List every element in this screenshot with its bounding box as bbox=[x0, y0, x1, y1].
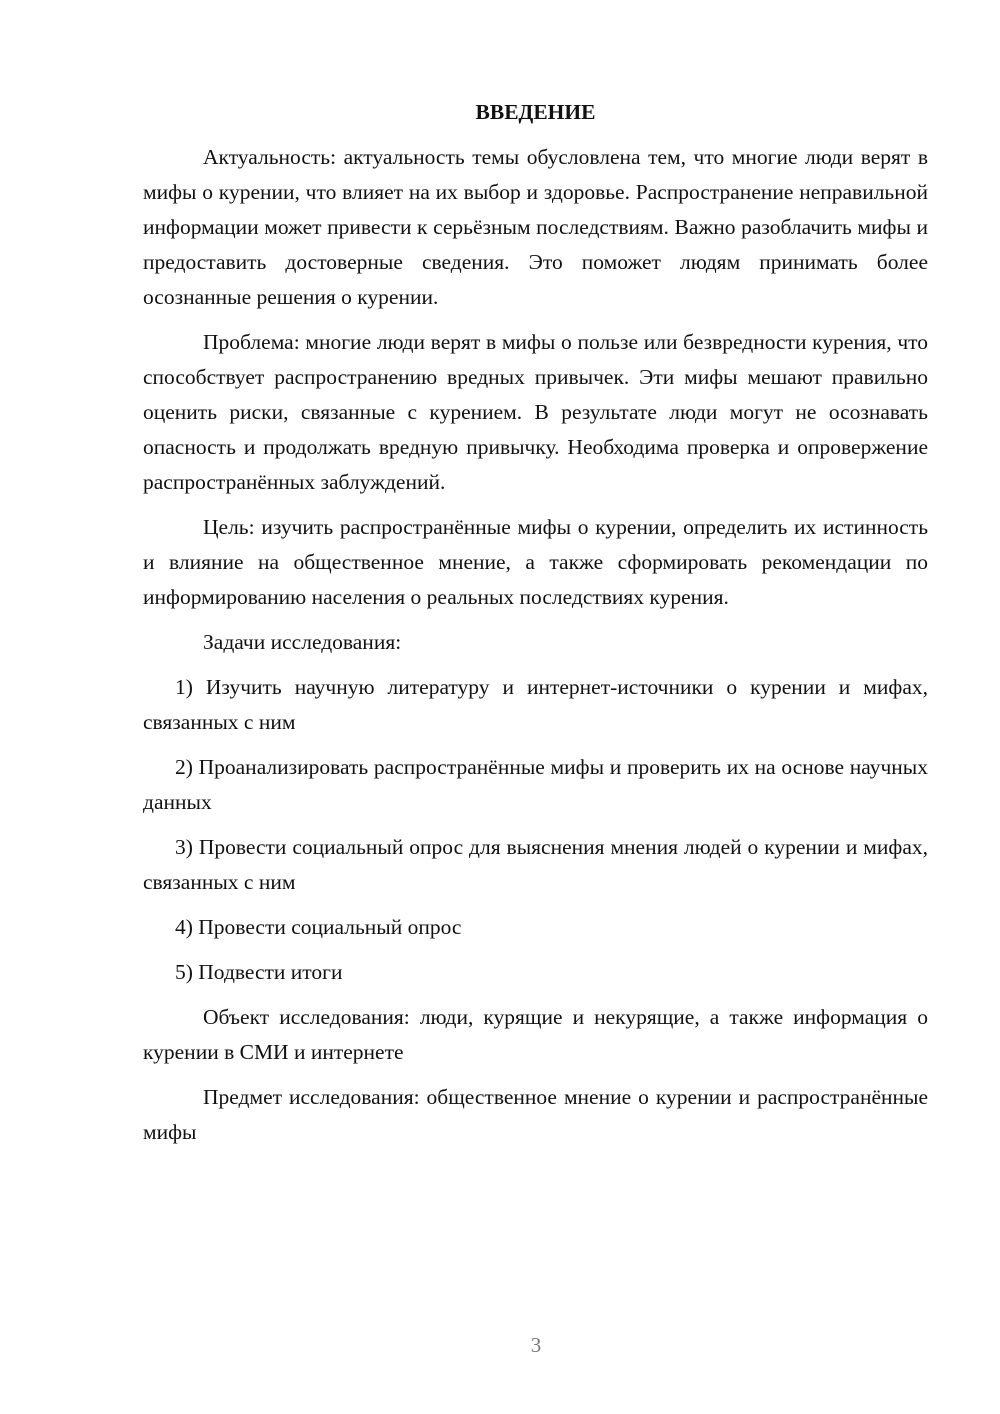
section-title: ВВЕДЕНИЕ bbox=[475, 100, 596, 124]
paragraph-object: Объект исследования: люди, курящие и некурящие, а также информация о курении в СМИ и интернете bbox=[143, 1005, 928, 1064]
document-body bbox=[143, 95, 928, 1160]
paragraph-subject: Предмет исследования: общественное мнение о курении и распространённые мифы bbox=[143, 1085, 928, 1144]
task-item-5: 5) Подвести итоги bbox=[175, 960, 343, 984]
task-item-4: 4) Провести социальный опрос bbox=[175, 915, 462, 939]
task-item-2: 2) Проанализировать распространённые мифы и проверить их на основе научных данных bbox=[143, 755, 928, 814]
paragraph-relevance: Актуальность: актуальность темы обусловлена тем, что многие люди верят в мифы о курении, что влияет на их выбор и здоровье. Распространение неправильной информации может привести к серьёзным последствиям. Важно разоблачить мифы и предоставить достоверные сведения. Это поможет людям принимать более осознанные решения о курении. bbox=[143, 145, 928, 309]
paragraph-problem: Проблема: многие люди верят в мифы о пользе или безвредности курения, что способствует распространению вредных привычек. Эти мифы мешают правильно оценить риски, связанные с курением. В результате люди могут не осознавать опасность и продолжать вредную привычку. Необходима проверка и опровержение распространённых заблуждений. bbox=[143, 330, 928, 494]
tasks-heading: Задачи исследования: bbox=[203, 630, 402, 654]
task-item-3: 3) Провести социальный опрос для выяснения мнения людей о курении и мифах, связанных с ним bbox=[143, 835, 928, 894]
page-number: 3 bbox=[530, 1333, 542, 1357]
paragraph-goal: Цель: изучить распространённые мифы о курении, определить их истинность и влияние на общественное мнение, а также сформировать рекомендации по информированию населения о реальных последствиях курения. bbox=[143, 515, 928, 609]
task-item-1: 1) Изучить научную литературу и интернет-источники о курении и мифах, связанных с ним bbox=[143, 675, 928, 734]
